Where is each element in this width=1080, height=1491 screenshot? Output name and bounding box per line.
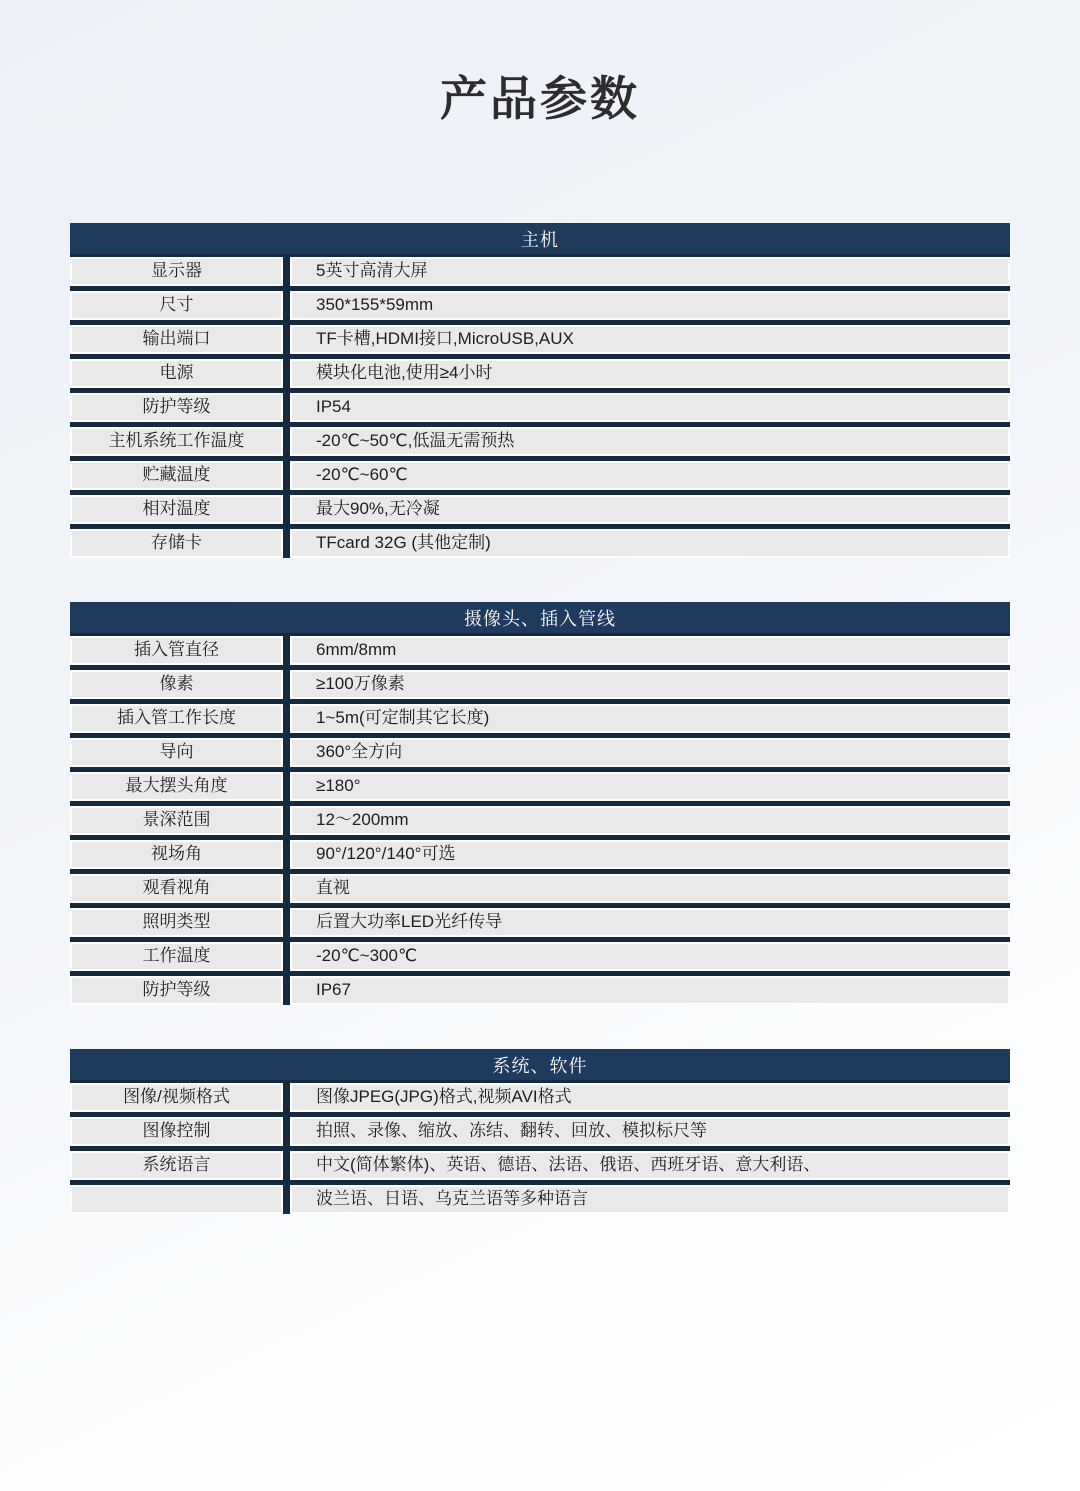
spec-value: IP54 xyxy=(290,393,1010,422)
spec-label: 最大摆头角度 xyxy=(70,772,283,801)
table-row xyxy=(70,665,1010,699)
spec-value: -20℃~50℃,低温无需预热 xyxy=(290,427,1010,456)
table-row xyxy=(70,937,1010,971)
spec-label: 图像控制 xyxy=(70,1117,283,1146)
table-row xyxy=(70,767,1010,801)
spec-value: 模块化电池,使用≥4小时 xyxy=(290,359,1010,388)
table-header-system-software: 系统、软件 xyxy=(70,1049,1010,1083)
table-row xyxy=(70,354,1010,388)
table-row xyxy=(70,801,1010,835)
spec-value: 90°/120°/140°可选 xyxy=(290,840,1010,869)
spec-value: 12～200mm xyxy=(290,806,1010,835)
spec-value: 350*155*59mm xyxy=(290,291,1010,320)
spec-label: 输出端口 xyxy=(70,325,283,354)
spec-table-camera-insertion-tube xyxy=(70,602,1010,1005)
spec-label: 显示器 xyxy=(70,257,283,286)
spec-label: 景深范围 xyxy=(70,806,283,835)
spec-value: -20℃~60℃ xyxy=(290,461,1010,490)
spec-table-host xyxy=(70,223,1010,558)
spec-label xyxy=(70,1185,283,1214)
spec-label: 存储卡 xyxy=(70,529,283,558)
table-row xyxy=(70,1180,1010,1214)
table-row xyxy=(70,286,1010,320)
spec-label: 图像/视频格式 xyxy=(70,1083,283,1112)
spec-label: 尺寸 xyxy=(70,291,283,320)
table-row xyxy=(70,733,1010,767)
spec-value: 最大90%,无冷凝 xyxy=(290,495,1010,524)
spec-value: 中文(简体繁体)、英语、德语、法语、俄语、西班牙语、意大利语、 xyxy=(290,1151,1010,1180)
spec-value: 后置大功率LED光纤传导 xyxy=(290,908,1010,937)
spec-label: 贮藏温度 xyxy=(70,461,283,490)
spec-label: 系统语言 xyxy=(70,1151,283,1180)
spec-label: 导向 xyxy=(70,738,283,767)
spec-label: 像素 xyxy=(70,670,283,699)
spec-value: 5英寸高清大屏 xyxy=(290,257,1010,286)
spec-label: 观看视角 xyxy=(70,874,283,903)
spec-value: TF卡槽,HDMI接口,MicroUSB,AUX xyxy=(290,325,1010,354)
spec-value: -20℃~300℃ xyxy=(290,942,1010,971)
table-row xyxy=(70,971,1010,1005)
table-row xyxy=(70,835,1010,869)
spec-value: ≥180° xyxy=(290,772,1010,801)
table-row xyxy=(70,456,1010,490)
spec-label: 电源 xyxy=(70,359,283,388)
spec-tables xyxy=(70,223,1010,1214)
table-row xyxy=(70,699,1010,733)
table-row xyxy=(70,869,1010,903)
spec-value: 波兰语、日语、乌克兰语等多种语言 xyxy=(290,1185,1010,1214)
spec-table-system-software xyxy=(70,1049,1010,1214)
spec-label: 防护等级 xyxy=(70,393,283,422)
spec-value: IP67 xyxy=(290,976,1010,1005)
spec-value: 360°全方向 xyxy=(290,738,1010,767)
spec-value: 6mm/8mm xyxy=(290,636,1010,665)
table-row xyxy=(70,422,1010,456)
spec-value: 图像JPEG(JPG)格式,视频AVI格式 xyxy=(290,1083,1010,1112)
table-row xyxy=(70,490,1010,524)
spec-label: 工作温度 xyxy=(70,942,283,971)
table-row xyxy=(70,257,1010,286)
spec-label: 相对温度 xyxy=(70,495,283,524)
table-row xyxy=(70,1146,1010,1180)
table-header-camera-insertion-tube: 摄像头、插入管线 xyxy=(70,602,1010,636)
table-row xyxy=(70,1112,1010,1146)
table-row xyxy=(70,388,1010,422)
spec-value: ≥100万像素 xyxy=(290,670,1010,699)
spec-value: TFcard 32G (其他定制) xyxy=(290,529,1010,558)
table-row xyxy=(70,903,1010,937)
spec-label: 插入管工作长度 xyxy=(70,704,283,733)
table-header-host: 主机 xyxy=(70,223,1010,257)
spec-value: 拍照、录像、缩放、冻结、翻转、回放、模拟标尺等 xyxy=(290,1117,1010,1146)
spec-value: 直视 xyxy=(290,874,1010,903)
product-spec-page xyxy=(0,62,1080,1214)
spec-label: 照明类型 xyxy=(70,908,283,937)
page-title: 产品参数 xyxy=(440,72,640,125)
spec-label: 插入管直径 xyxy=(70,636,283,665)
spec-label: 视场角 xyxy=(70,840,283,869)
spec-value: 1~5m(可定制其它长度) xyxy=(290,704,1010,733)
table-row xyxy=(70,320,1010,354)
table-row xyxy=(70,1083,1010,1112)
table-row xyxy=(70,636,1010,665)
spec-label: 防护等级 xyxy=(70,976,283,1005)
spec-label: 主机系统工作温度 xyxy=(70,427,283,456)
table-row xyxy=(70,524,1010,558)
